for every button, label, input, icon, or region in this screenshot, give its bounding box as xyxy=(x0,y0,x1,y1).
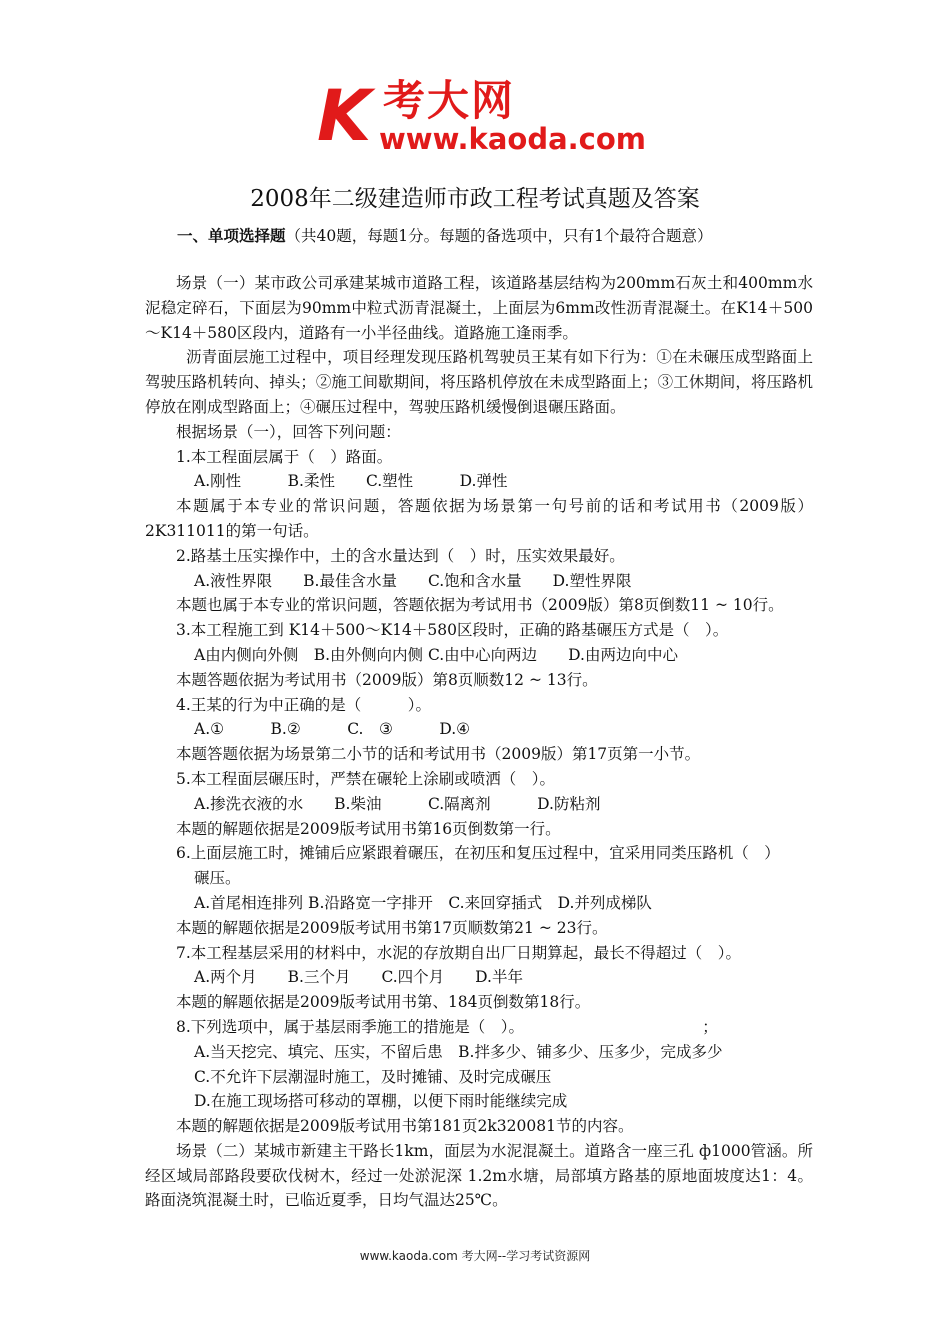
kaoda-logo xyxy=(317,75,647,160)
logo-k-mark: K xyxy=(317,75,372,157)
q2-options: A.液性界限 B.最佳含水量 C.饱和含水量 D.塑性界限 xyxy=(194,571,632,590)
q3-options: A由内侧向外侧 B.由外侧向内侧 C.由中心向两边 D.由两边向中心 xyxy=(194,645,678,664)
q3-stem: 3.本工程施工到 K14＋500～K14＋580区段时，正确的路基碾压方式是（ ）。 xyxy=(176,621,729,640)
q3-answer-note: 本题答题依据为考试用书（2009版）第8页顺数12 ~ 13行。 xyxy=(176,670,598,689)
q6-answer-note: 本题的解题依据是2009版考试用书第17页顺数第21 ~ 23行。 xyxy=(176,918,608,937)
document-title: 2008年二级建造师市政工程考试真题及答案 xyxy=(250,186,700,212)
q1-options: A.刚性 B.柔性 C.塑性 D.弹性 xyxy=(194,472,508,491)
q8-option-d: D.在施工现场搭可移动的罩棚，以便下雨时能继续完成 xyxy=(194,1092,568,1111)
q6-stem-continued: 碾压。 xyxy=(194,869,241,888)
q1-answer-note: 本题属于本专业的常识问题，答题依据为场景第一句号前的话和考试用书（2009版）2K311011的第一句话。 xyxy=(145,497,813,540)
q8-option-c: C.不允许下层潮湿时施工，及时摊铺、及时完成碾压 xyxy=(194,1067,552,1086)
q5-answer-note: 本题的解题依据是2009版考试用书第16页倒数第一行。 xyxy=(176,819,561,838)
q5-options: A.掺洗衣液的水 B.柴油 C.隔离剂 D.防粘剂 xyxy=(194,794,601,813)
page-footer: www.kaoda.com 考大网--学习考试资源网 xyxy=(359,1249,591,1263)
q6-options: A.首尾相连排列 B.沿路宽一字排开 C.来回穿插式 D.并列成梯队 xyxy=(194,893,652,912)
section-heading-bold: 一、单项选择题 xyxy=(177,227,286,245)
q4-answer-note: 本题答题依据为场景第二小节的话和考试用书（2009版）第17页第一小节。 xyxy=(176,745,701,764)
section-heading xyxy=(177,225,712,247)
q2-answer-note: 本题也属于本专业的常识问题，答题依据为考试用书（2009版）第8页倒数11 ~ 10行。 xyxy=(176,596,784,615)
document-body xyxy=(145,271,813,1213)
logo-url: www.kaoda.com xyxy=(379,122,646,156)
q7-answer-note: 本题的解题依据是2009版考试用书第、184页倒数第18行。 xyxy=(176,993,591,1012)
q8-answer-note: 本题的解题依据是2009版考试用书第181页2k320081节的内容。 xyxy=(176,1117,634,1136)
q4-options: A.① B.② C. ③ D.④ xyxy=(194,720,471,739)
scene1-paragraph-1: 场景（一）某市政公司承建某城市道路工程，该道路基层结构为200mm石灰土和400mm水泥稳定碎石，下面层为90mm中粒式沥青混凝土，上面层为6mm改性沥青混凝土。在K14＋500～K14＋580区段内，道路有一小半径曲线。道路施工逢雨季。 xyxy=(145,274,813,342)
q6-stem: 6.上面层施工时，摊铺后应紧跟着碾压，在初压和复压过程中，宜采用同类压路机（ ） xyxy=(176,844,780,863)
q8-stem: 8.下列选项中，属于基层雨季施工的措施是（ ）。 ； xyxy=(176,1017,718,1036)
q8-option-ab: A.当天挖完、填完、压实，不留后患 B.拌多少、铺多少、压多少，完成多少 xyxy=(194,1042,723,1061)
q7-options: A.两个月 B.三个月 C.四个月 D.半年 xyxy=(194,968,523,987)
q2-stem: 2.路基土压实操作中，土的含水量达到（ ）时，压实效果最好。 xyxy=(176,546,625,565)
q7-stem: 7.本工程基层采用的材料中，水泥的存放期自出厂日期算起，最长不得超过（ ）。 xyxy=(176,943,742,962)
scene1-prompt: 根据场景（一），回答下列问题： xyxy=(176,422,401,441)
section-heading-note: （共40题，每题1分。每题的备选项中，只有1个最符合题意） xyxy=(285,227,713,245)
q4-stem: 4.王某的行为中正确的是（ ）。 xyxy=(176,695,432,714)
scene2-paragraph: 场景（二）某城市新建主干路长1km，面层为水泥混凝土。道路含一座三孔 ф1000管涵。所经区域局部路段要砍伐树木，经过一处淤泥深 1.2m水塘，局部填方路基的原地面坡度达1：4。路面浇筑混凝土时，已临近夏季，日均气温达25℃。 xyxy=(145,1141,813,1210)
logo-site-name: 考大网 xyxy=(383,76,516,125)
q5-stem: 5.本工程面层碾压时，严禁在碾轮上涂刷或喷洒（ ）。 xyxy=(176,769,556,788)
scene1-paragraph-2: 沥青面层施工过程中，项目经理发现压路机驾驶员王某有如下行为：①在未碾压成型路面上驾驶压路机转向、掉头；②施工间歇期间，将压路机停放在未成型路面上；③工休期间，将压路机停放在刚成型路面上；④碾压过程中，驾驶压路机缓慢倒退碾压路面。 xyxy=(145,348,813,416)
q1-stem: 1.本工程面层属于（ ）路面。 xyxy=(176,447,393,466)
